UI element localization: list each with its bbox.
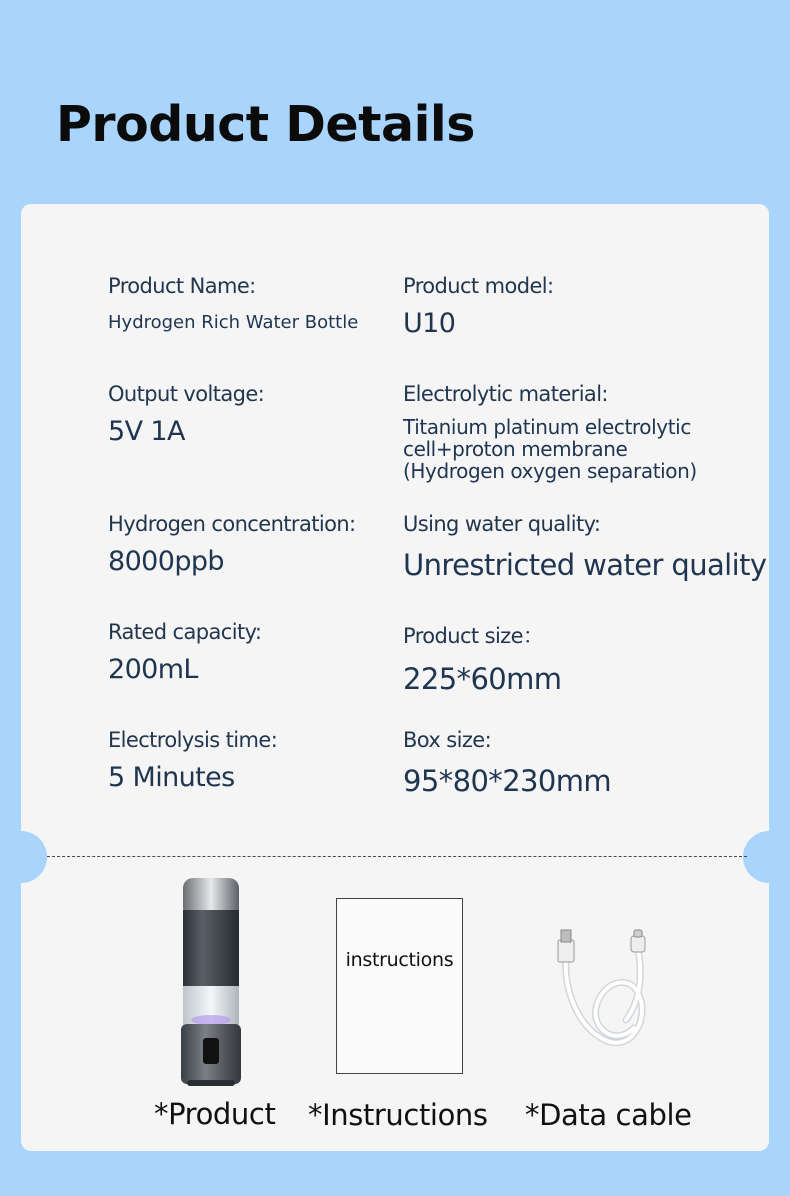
instructions-caption: *Instructions <box>308 1098 488 1132</box>
page-title: Product Details <box>56 96 475 153</box>
spec-label: Product size： <box>403 624 544 648</box>
spec-value: Unrestricted water quality <box>403 548 767 582</box>
spec-electrolysis-time <box>108 728 277 793</box>
spec-product-name <box>108 274 358 333</box>
product-caption: *Product <box>154 1097 276 1131</box>
ticket-notch-left <box>21 831 47 883</box>
spec-water-quality <box>403 512 766 582</box>
spec-output-voltage <box>108 382 264 447</box>
spec-hydrogen-concentration <box>108 512 356 577</box>
spec-product-model <box>403 274 553 339</box>
spec-electrolytic-material <box>403 382 697 482</box>
spec-value: Hydrogen Rich Water Bottle <box>108 312 359 333</box>
spec-value: 8000ppb <box>108 546 224 577</box>
water-bottle-image <box>171 874 251 1088</box>
spec-value: 225*60mm <box>403 662 562 696</box>
dashed-divider <box>47 856 747 857</box>
spec-rated-capacity <box>108 620 261 685</box>
spec-box-size <box>403 728 611 798</box>
spec-label: Electrolysis time: <box>108 728 278 752</box>
data-cable-caption: *Data cable <box>525 1098 692 1132</box>
spec-label: Output voltage: <box>108 382 265 406</box>
spec-value: Titanium platinum electrolytic cell+proton membrane (Hydrogen oxygen separation) <box>403 415 697 483</box>
spec-label: Product model: <box>403 274 554 298</box>
spec-value: 5V 1A <box>108 416 185 447</box>
spec-label: Using water quality: <box>403 512 601 536</box>
product-details-card <box>21 204 769 1151</box>
spec-value: 95*80*230mm <box>403 764 612 798</box>
spec-value: U10 <box>403 308 456 339</box>
spec-label: Electrolytic material: <box>403 382 608 406</box>
spec-value: 5 Minutes <box>108 762 235 793</box>
spec-value: 200mL <box>108 654 198 685</box>
instructions-cover-text: instructions <box>345 949 454 971</box>
spec-label: Box size: <box>403 728 492 752</box>
spec-product-size <box>403 620 561 696</box>
spec-label: Hydrogen concentration: <box>108 512 356 536</box>
spec-label: Rated capacity: <box>108 620 262 644</box>
ticket-notch-right <box>743 831 769 883</box>
spec-label: Product Name: <box>108 274 256 298</box>
data-cable-icon <box>546 928 656 1058</box>
instructions-booklet <box>336 898 463 1074</box>
